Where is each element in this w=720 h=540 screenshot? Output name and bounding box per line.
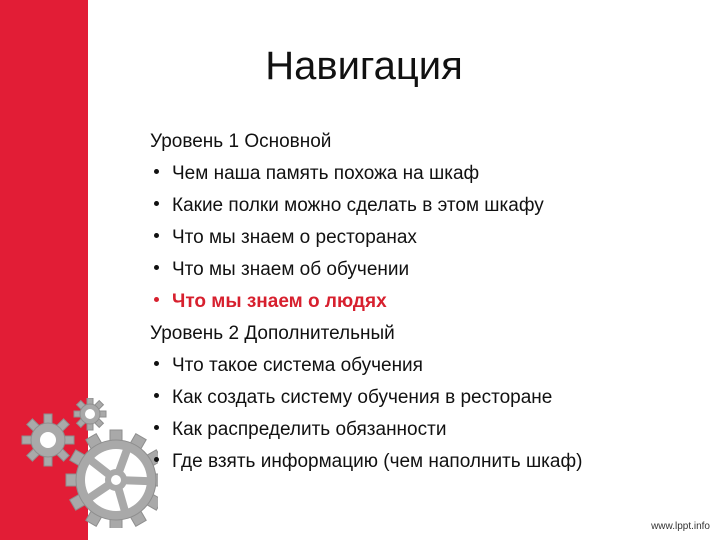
level2-heading: Уровень 2 Дополнительный <box>150 323 395 344</box>
list-item <box>150 158 710 190</box>
list-item-text: Что такое система обучения <box>172 355 423 376</box>
list-item-text: Чем наша память похожа на шкаф <box>172 163 480 184</box>
list-item-highlighted <box>150 286 710 318</box>
bullet-icon <box>154 169 159 174</box>
list-item <box>150 222 710 254</box>
level1-heading: Уровень 1 Основной <box>150 131 332 152</box>
bullet-icon <box>154 457 159 462</box>
slide-content <box>150 126 710 478</box>
list-item-text: Какие полки можно сделать в этом шкафу <box>172 195 544 216</box>
list-item <box>150 414 710 446</box>
list-item-text: Что мы знаем о людях <box>172 291 387 312</box>
page-title: Навигация <box>265 44 463 88</box>
bullet-icon <box>154 265 159 270</box>
bullet-icon <box>154 393 159 398</box>
list-item <box>150 350 710 382</box>
gears-icon <box>8 398 158 528</box>
list-item <box>150 190 710 222</box>
watermark: www.lppt.info <box>651 521 710 532</box>
list-item <box>150 446 710 478</box>
list-item <box>150 254 710 286</box>
list-item-text: Где взять информацию (чем наполнить шкаф) <box>172 451 583 472</box>
bullet-icon <box>154 425 159 430</box>
list-item-text: Что мы знаем об обучении <box>172 259 410 280</box>
bullet-icon <box>154 297 159 302</box>
list-item-text: Что мы знаем о ресторанах <box>172 227 417 248</box>
list-item-text: Как создать систему обучения в ресторане <box>172 387 553 408</box>
bullet-icon <box>154 361 159 366</box>
list-item <box>150 382 710 414</box>
list-item-text: Как распределить обязанности <box>172 419 447 440</box>
bullet-icon <box>154 201 159 206</box>
bullet-icon <box>154 233 159 238</box>
